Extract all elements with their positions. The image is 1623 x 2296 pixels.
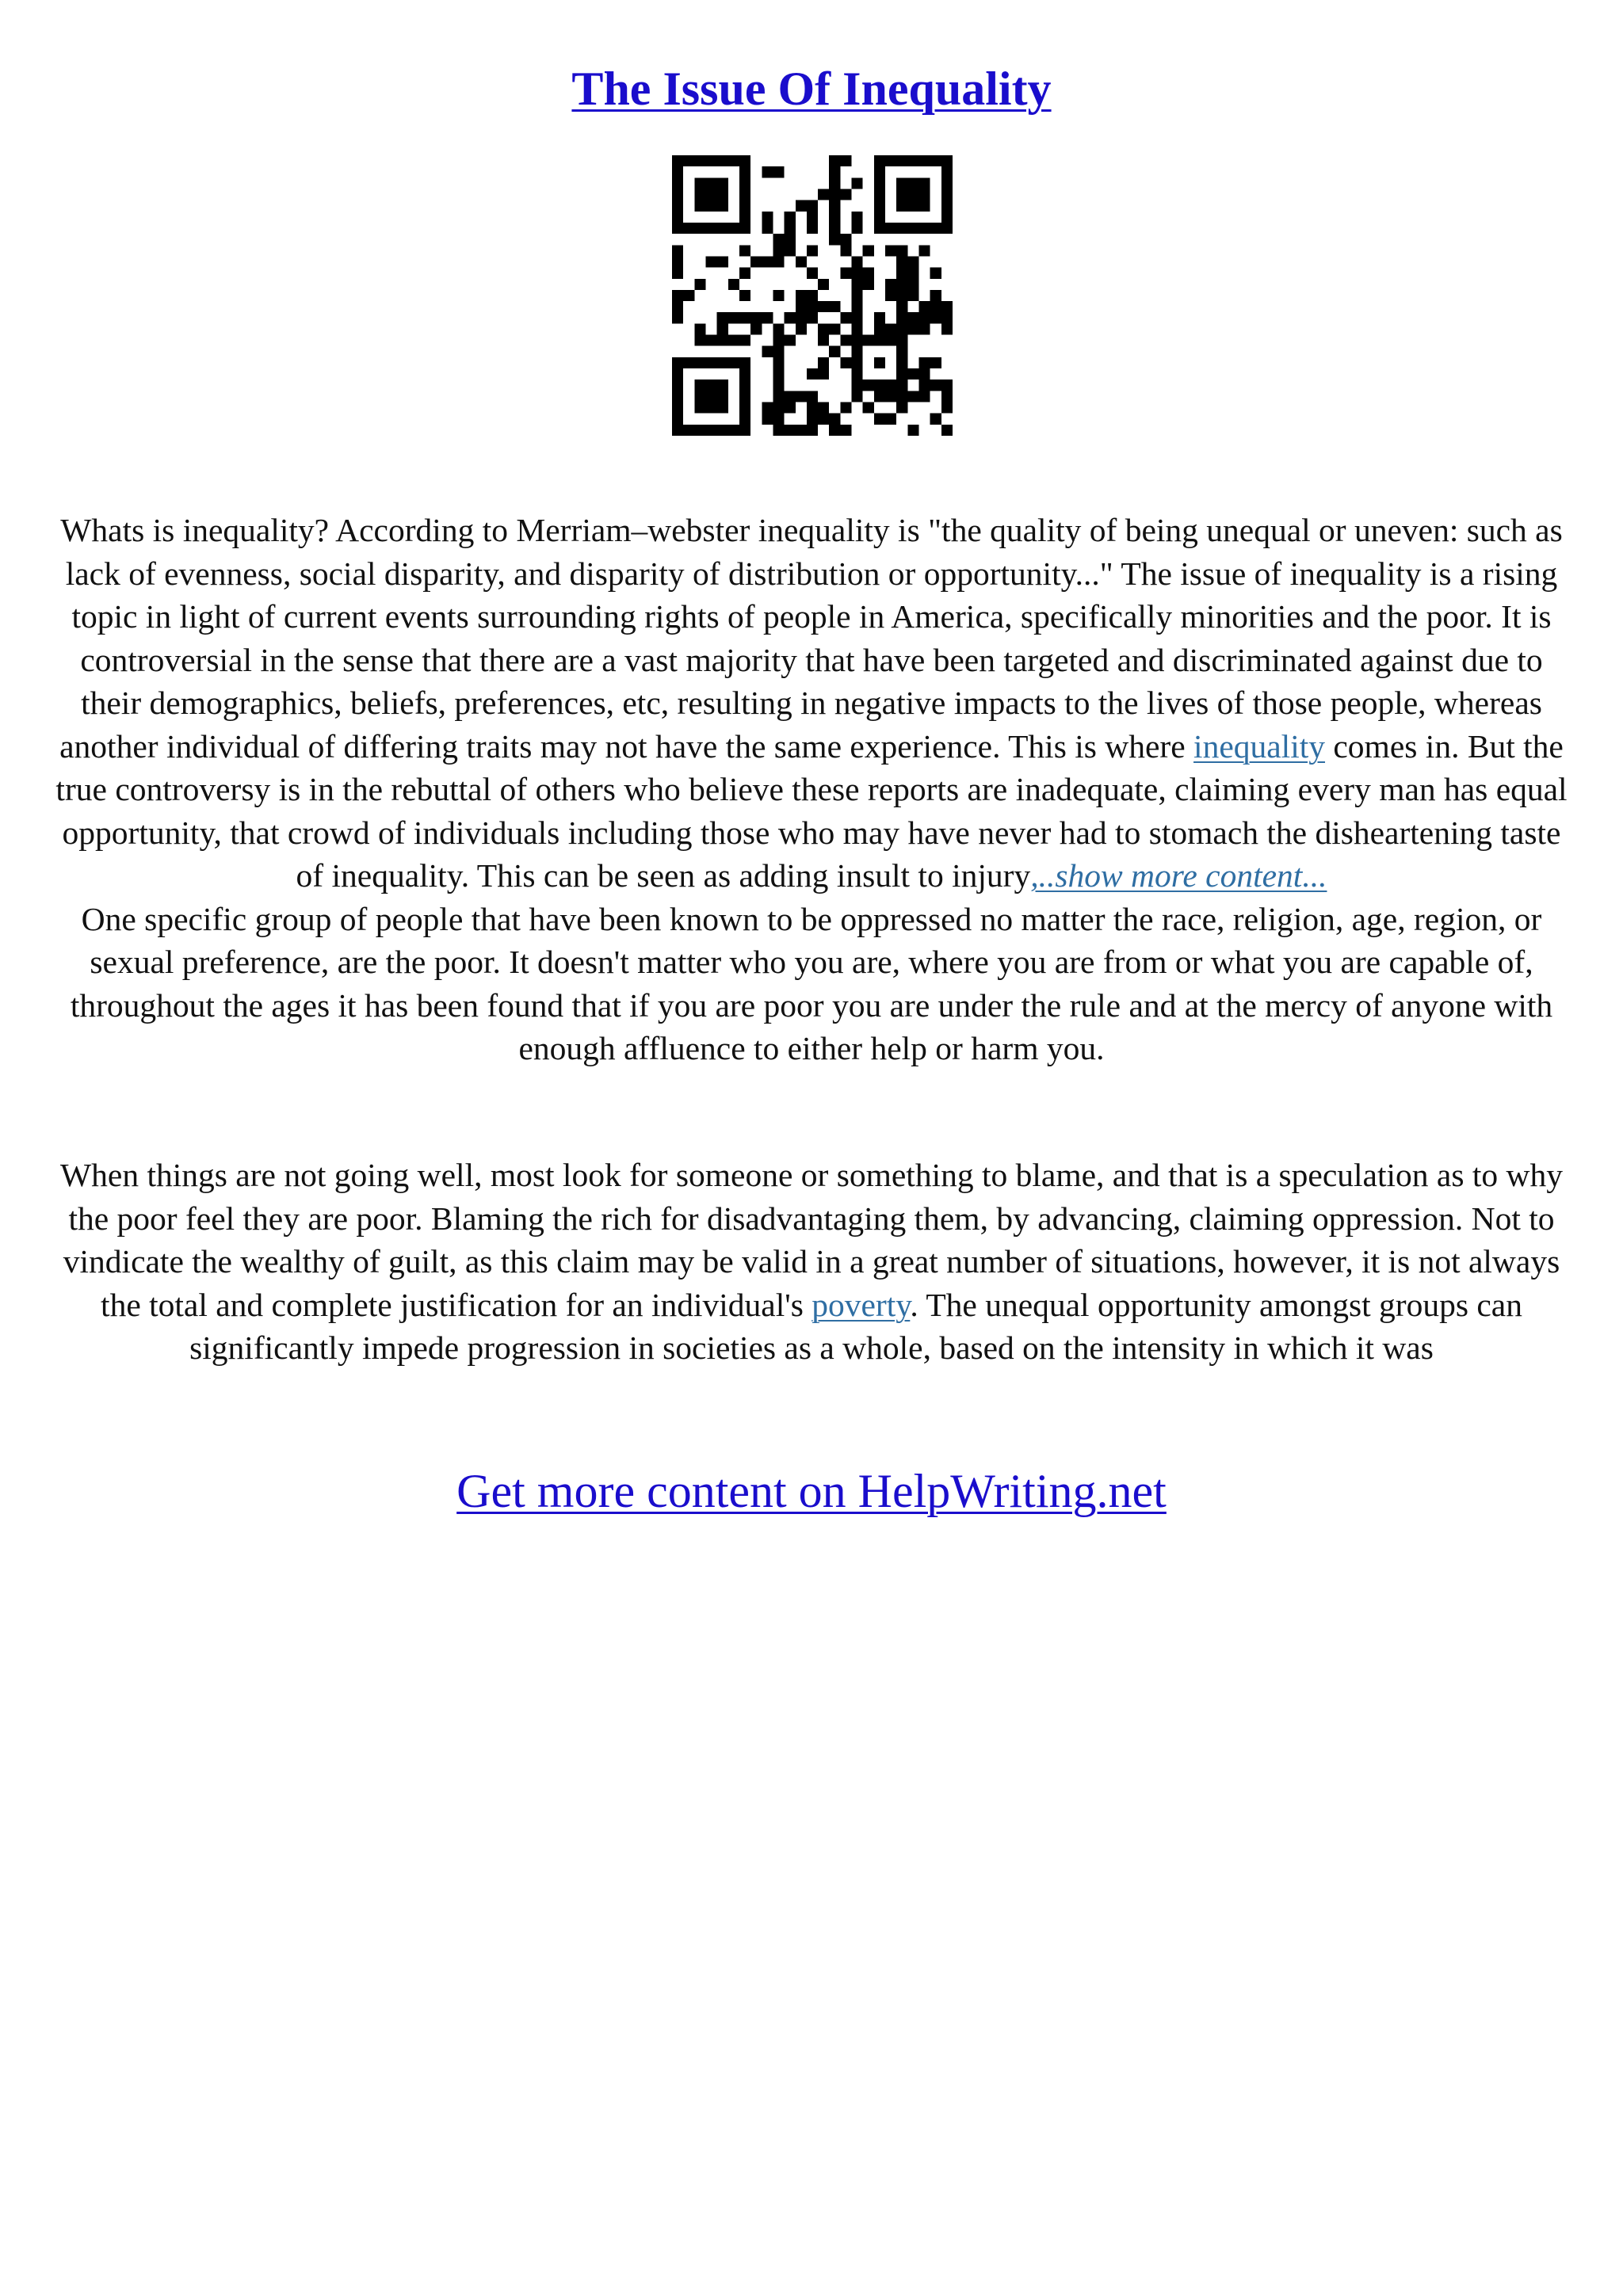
paragraph-2 (55, 1154, 1568, 1370)
paragraph-2-text-a: When things are not going well, most look for someone or something to blame, and that is a speculation as to why the poor feel they are poor. Blaming the rich for disadvantaging them, by advancing, claiming oppression. Not to vindicate the wealthy of guilt, as this claim may be valid in a great number of situations, however, it is not always the total and complete justification for an individual's (60, 1157, 1563, 1323)
get-more-content-link[interactable]: Get more content on HelpWriting.net (456, 1465, 1167, 1517)
paragraph-2-text-b: . The unequal opportunity amongst groups can significantly impede progression in societies as a whole, based on the intensity in which it was (189, 1286, 1522, 1366)
poverty-link[interactable]: poverty (812, 1286, 911, 1323)
paragraph-1-text-c: One specific group of people that have been known to be oppressed no matter the race, religion, age, region, or sexual preference, are the poor. It doesn't matter who you are, where you are from or what you are capable of, throughout the ages it has been found that if you are poor you are under the rule and at the mercy of anyone with enough affluence to either help or harm you. (70, 900, 1553, 1066)
qr-code-icon[interactable] (672, 155, 953, 436)
inequality-link[interactable]: inequality (1193, 727, 1326, 765)
title-link[interactable]: The Issue Of Inequality (571, 63, 1052, 115)
show-more-link[interactable]: ,..show more content... (1030, 857, 1327, 894)
cta (0, 1459, 1623, 1523)
paragraph-1-text-a: Whats is inequality? According to Merriam–webster inequality is "the quality of being unequal or uneven: such as lack of evenness, social disparity, and disparity of distribution or opportunity..." The issue of inequality is a rising topic in light of current events surrounding rights of people in America, specifically minorities and the poor. It is controversial in the sense that there are a vast majority that have been targeted and discriminated against due to their demographics, beliefs, preferences, etc, resulting in negative impacts to the lives of those people, whereas another individual of differing traits may not have the same experience. This is where (59, 512, 1563, 765)
paragraph-1 (55, 509, 1568, 1070)
page-title (0, 57, 1623, 120)
paragraph-1-text-b: comes in. But the true controversy is in the rebuttal of others who believe these reports are inadequate, claiming every man has equal opportunity, that crowd of individuals including those who may have never had to stomach the disheartening taste of inequality. This can be seen as adding insult to injury (55, 727, 1568, 894)
